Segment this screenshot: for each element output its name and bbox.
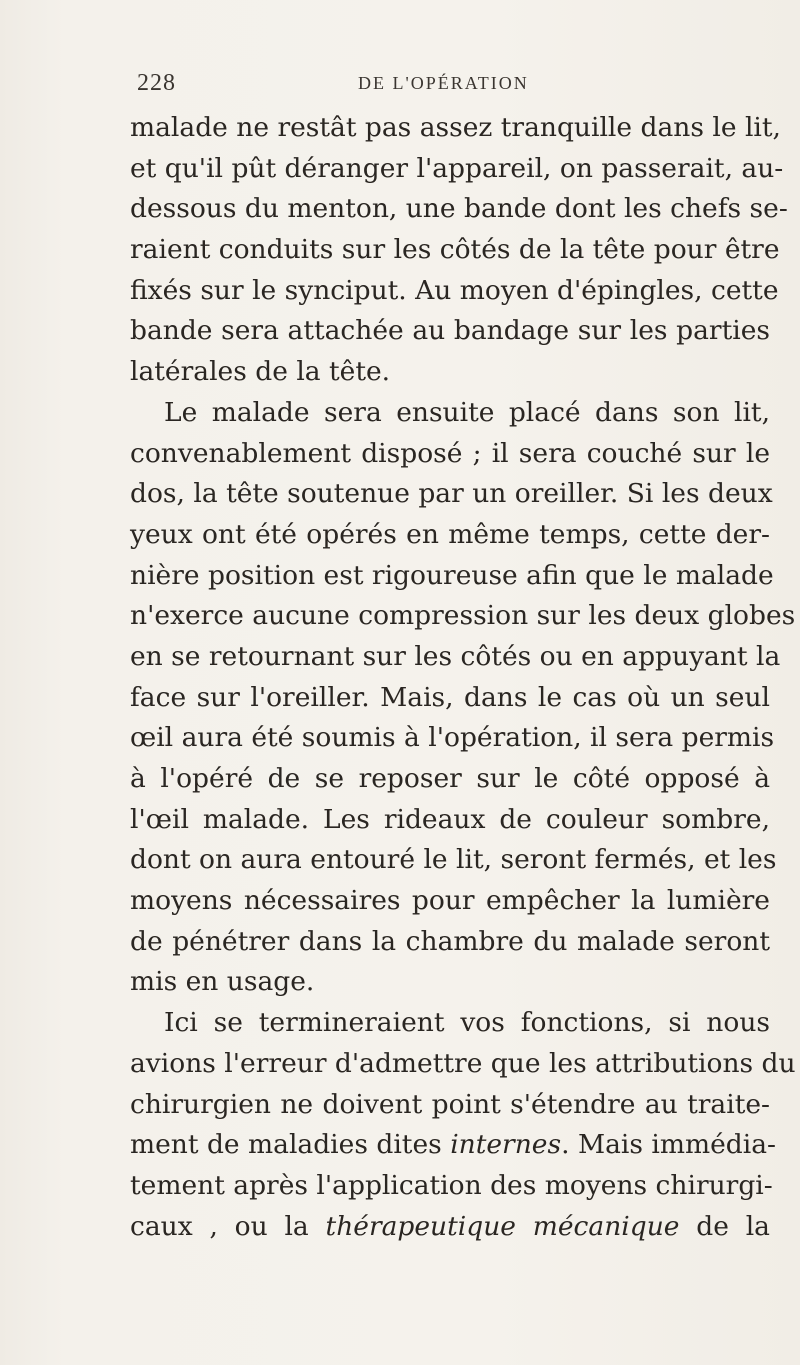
- text-line: dessous du menton, une bande dont les chefs se-: [130, 193, 788, 225]
- page-header: [0, 64, 800, 104]
- body-text: [130, 108, 796, 1247]
- running-head: DE L'OPÉRATION: [358, 73, 529, 93]
- text-line: raient conduits sur les côtés de la tête pour être: [130, 234, 780, 266]
- text-line: dos, la tête soutenue par un oreiller. Si les deux: [130, 478, 773, 510]
- text-line: moyens nécessaires pour empêcher la lumière: [130, 885, 770, 917]
- text-segment: ment de maladies dites: [130, 1129, 442, 1161]
- text-line: nière position est rigoureuse afin que le malade: [130, 559, 774, 591]
- italic-term: thérapeutique mécanique: [325, 1210, 680, 1242]
- text-line: n'exerce aucune compression sur les deux globes: [130, 600, 796, 632]
- text-line: en se retournant sur les côtés ou en appuyant la: [130, 640, 781, 672]
- text-line: tement après l'application des moyens chirurgi-: [130, 1169, 773, 1201]
- text-line: malade ne restât pas assez tranquille dans le lit,: [130, 112, 781, 143]
- text-line: Le malade sera ensuite placé dans son lit,: [164, 396, 770, 428]
- text-line: mis en usage.: [130, 966, 315, 998]
- text-line: chirurgien ne doivent point s'étendre au traite-: [130, 1088, 770, 1120]
- text-line: œil aura été soumis à l'opération, il sera permis: [130, 722, 775, 754]
- text-line: de pénétrer dans la chambre du malade seront: [130, 925, 770, 957]
- text-line: fixés sur le synciput. Au moyen d'épingles, cette: [130, 274, 779, 306]
- text-line: face sur l'oreiller. Mais, dans le cas où un seul: [130, 681, 770, 713]
- text-segment: caux , ou la: [130, 1210, 309, 1242]
- text-line: latérales de la tête.: [130, 356, 391, 388]
- page-number: 228: [137, 70, 176, 96]
- text-line: à l'opéré de se reposer sur le côté opposé à: [130, 763, 770, 794]
- italic-term: internes: [450, 1129, 562, 1161]
- text-line: bande sera attachée au bandage sur les parties: [130, 315, 770, 347]
- text-line: avions l'erreur d'admettre que les attributions du: [130, 1047, 796, 1079]
- text-line: dont on aura entouré le lit, seront fermés, et les: [130, 844, 777, 876]
- text-segment: de la: [696, 1210, 770, 1242]
- text-line: Ici se termineraient vos fonctions, si nous: [164, 1007, 770, 1039]
- text-segment: . Mais immédia-: [561, 1129, 776, 1161]
- text-line: convenablement disposé ; il sera couché sur le: [130, 437, 770, 469]
- text-line: [130, 1125, 776, 1166]
- text-line: et qu'il pût déranger l'appareil, on passerait, au-: [130, 152, 784, 184]
- text-line: yeux ont été opérés en même temps, cette der-: [130, 518, 770, 550]
- text-line: l'œil malade. Les rideaux de couleur sombre,: [130, 803, 770, 835]
- text-line: [130, 1207, 770, 1248]
